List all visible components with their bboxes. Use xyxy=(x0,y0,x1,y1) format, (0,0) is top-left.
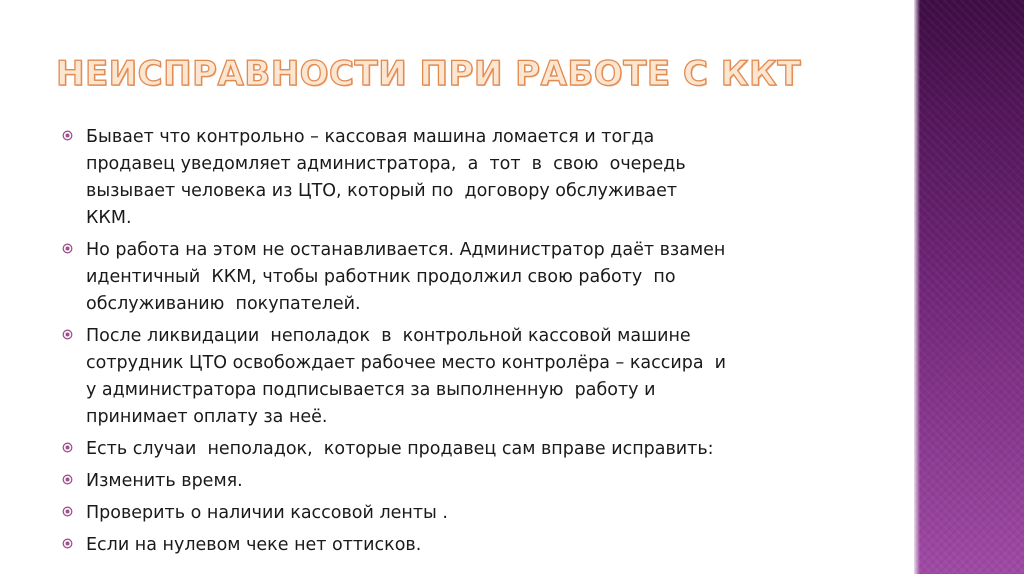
bullet-text-line: продавец уведомляет администратора, а тот в свою очередь xyxy=(86,154,686,174)
bullet-text xyxy=(86,124,782,232)
circle-dot-bullet-icon xyxy=(62,474,73,485)
bullet-text xyxy=(86,237,782,318)
bullet-item xyxy=(62,237,782,318)
circle-dot-bullet-icon xyxy=(62,506,73,517)
bullet-text-line: Но работа на этом не останавливается. Администратор даёт взамен xyxy=(86,240,726,260)
bullet-text-line: у администратора подписывается за выполненную работу и xyxy=(86,380,656,400)
bullet-text-line: Есть случаи неполадок, которые продавец сам вправе исправить: xyxy=(86,439,714,459)
bullet-text xyxy=(86,532,782,559)
bullet-text xyxy=(86,468,782,495)
slide-title: НЕИСПРАВНОСТИ ПРИ РАБОТЕ С ККТ xyxy=(56,54,802,94)
bullet-text-line: Изменить время. xyxy=(86,471,243,491)
bullet-text-line: обслуживанию покупателей. xyxy=(86,294,361,314)
bullet-text-line: Бывает что контрольно – кассовая машина ломается и тогда xyxy=(86,127,655,147)
bullet-text-line: идентичный ККМ, чтобы работник продолжил свою работу по xyxy=(86,267,676,287)
circle-dot-bullet-icon xyxy=(62,329,73,340)
bullet-text-line: После ликвидации неполадок в контрольной кассовой машине xyxy=(86,326,691,346)
bullet-text-line: ККМ. xyxy=(86,208,132,228)
bullet-list xyxy=(62,124,782,564)
bullet-text-line: Проверить о наличии кассовой ленты . xyxy=(86,503,448,523)
bullet-text-line: принимает оплату за неё. xyxy=(86,407,328,427)
bullet-item xyxy=(62,436,782,463)
bullet-text xyxy=(86,436,782,463)
bullet-text xyxy=(86,323,782,431)
circle-dot-bullet-icon xyxy=(62,243,73,254)
bullet-text-line: вызывает человека из ЦТО, который по договору обслуживает xyxy=(86,181,678,201)
side-decoration-band xyxy=(914,0,1024,574)
bullet-text-line: сотрудник ЦТО освобождает рабочее место контролёра – кассира и xyxy=(86,353,727,373)
side-band-edge xyxy=(914,0,920,574)
bullet-item xyxy=(62,500,782,527)
bullet-text-line: Если на нулевом чеке нет оттисков. xyxy=(86,535,422,555)
bullet-item xyxy=(62,468,782,495)
circle-dot-bullet-icon xyxy=(62,442,73,453)
bullet-item xyxy=(62,323,782,431)
bullet-text xyxy=(86,500,782,527)
circle-dot-bullet-icon xyxy=(62,538,73,549)
circle-dot-bullet-icon xyxy=(62,130,73,141)
bullet-item xyxy=(62,124,782,232)
bullet-item xyxy=(62,532,782,559)
